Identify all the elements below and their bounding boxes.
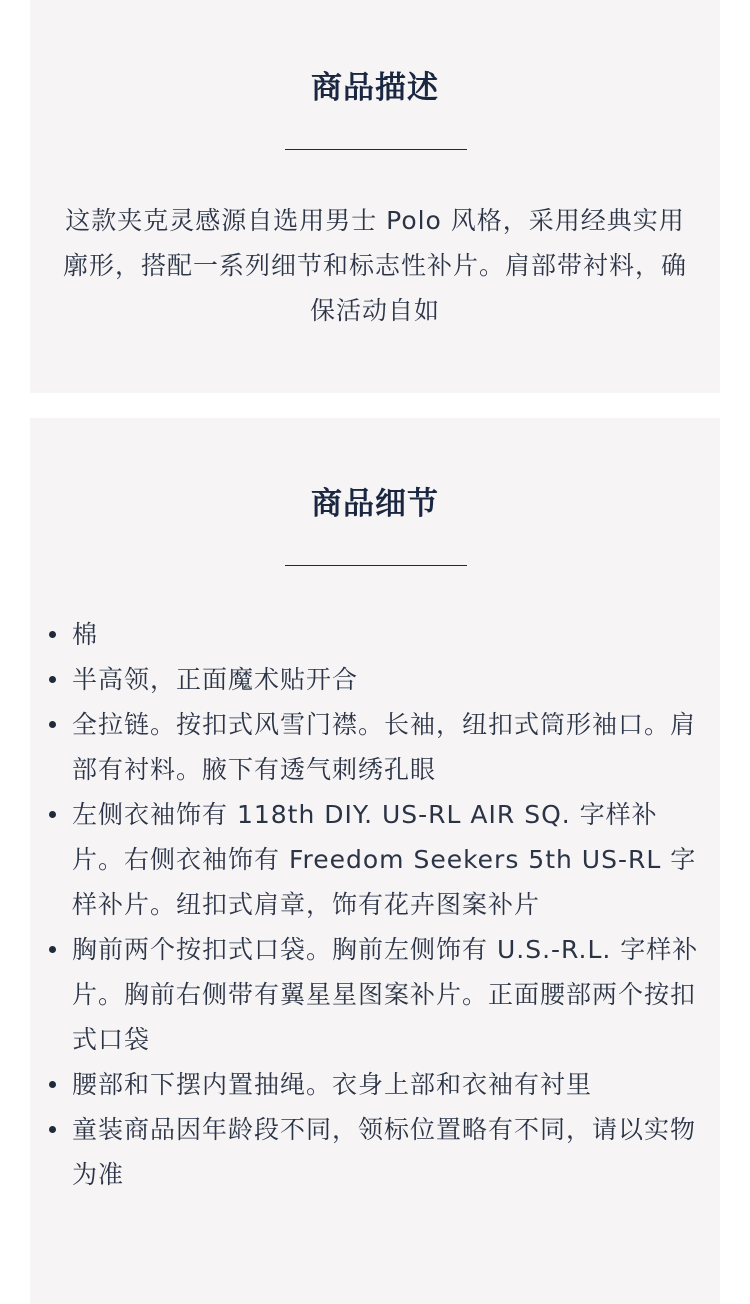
bullet-icon — [49, 676, 56, 683]
detail-item — [72, 1107, 702, 1197]
title-divider — [285, 149, 467, 150]
detail-item-text: 半高领，正面魔术贴开合 — [72, 665, 359, 694]
title-divider — [285, 565, 467, 566]
product-description-card — [30, 0, 720, 393]
bullet-icon — [49, 811, 56, 818]
product-details-list — [72, 612, 702, 1197]
product-details-card — [30, 418, 720, 1304]
detail-item — [72, 702, 702, 792]
product-description-title: 商品描述 — [311, 70, 439, 106]
detail-item — [72, 792, 702, 927]
detail-item — [72, 927, 702, 1062]
bullet-icon — [49, 1081, 56, 1088]
detail-item — [72, 1062, 702, 1107]
bullet-icon — [49, 946, 56, 953]
detail-item — [72, 612, 702, 657]
detail-item-text: 腰部和下摆内置抽绳。衣身上部和衣袖有衬里 — [72, 1070, 593, 1099]
product-description-text: 这款夹克灵感源自选用男士 Polo 风格，采用经典实用廓形，搭配一系列细节和标志性补片。肩部带衬料，确保活动自如 — [62, 206, 687, 325]
bullet-icon — [49, 721, 56, 728]
detail-item-text: 左侧衣袖饰有 118th DIY. US-RL AIR SQ. 字样补片。右侧衣袖饰有 Freedom Seekers 5th US-RL 字样补片。纽扣式肩章，饰有花卉图案补片 — [72, 800, 697, 919]
detail-item-text: 童装商品因年龄段不同，领标位置略有不同，请以实物为准 — [72, 1115, 697, 1189]
detail-item — [72, 657, 702, 702]
detail-item-text: 棉 — [72, 620, 99, 649]
detail-item-text: 全拉链。按扣式风雪门襟。长袖，纽扣式筒形袖口。肩部有衬料。腋下有透气刺绣孔眼 — [72, 710, 697, 784]
detail-item-text: 胸前两个按扣式口袋。胸前左侧饰有 U.S.-R.L. 字样补片。胸前右侧带有翼星星图案补片。正面腰部两个按扣式口袋 — [72, 935, 699, 1054]
product-details-title: 商品细节 — [311, 486, 439, 522]
bullet-icon — [49, 631, 56, 638]
bullet-icon — [49, 1126, 56, 1133]
